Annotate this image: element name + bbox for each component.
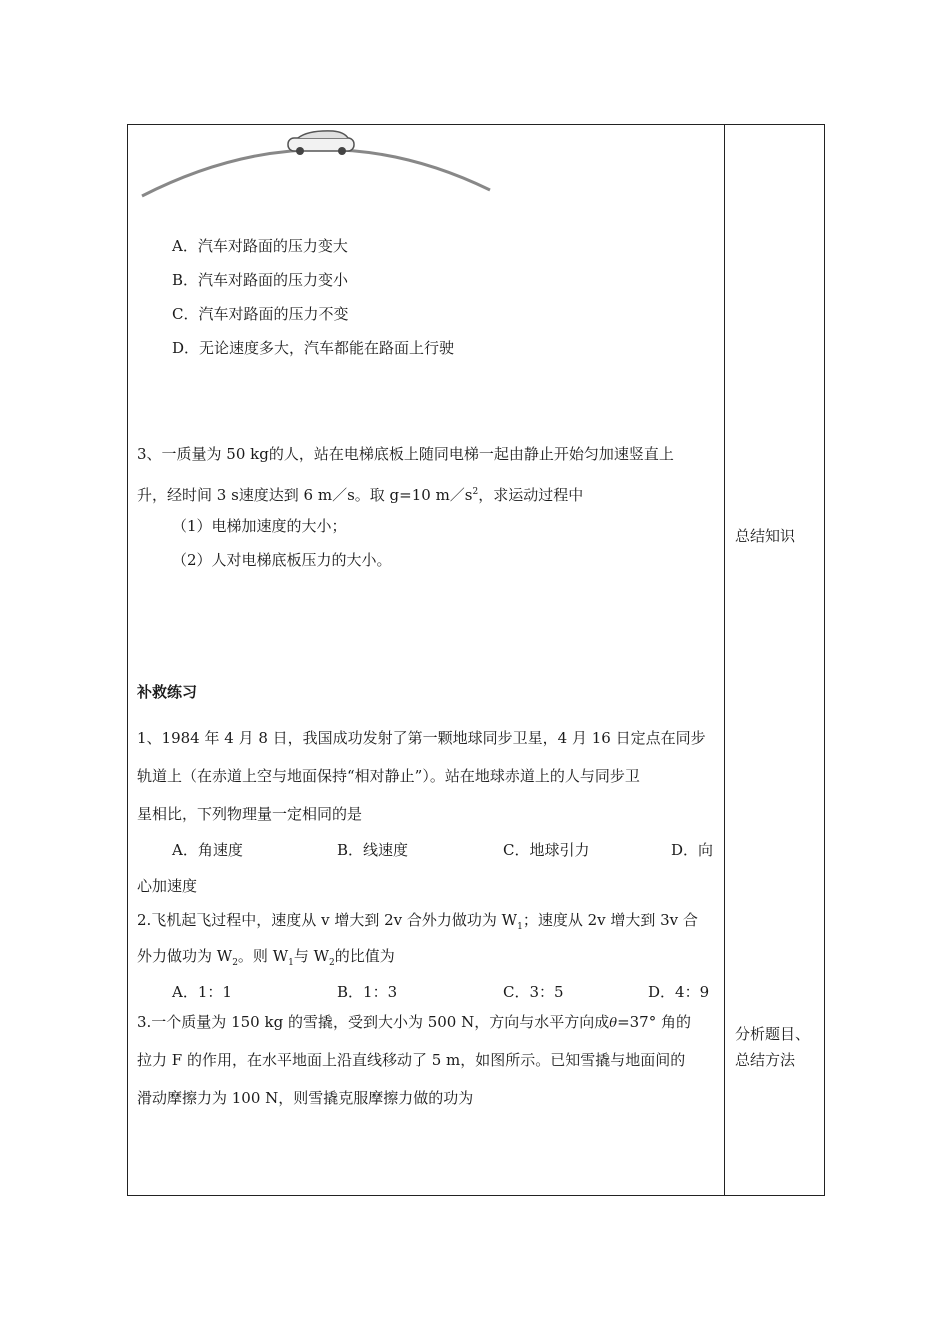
r-q2-option-b: B．1：3 xyxy=(337,983,398,1001)
r-q1-line5: 心加速度 xyxy=(137,877,198,895)
r-q3-line3: 滑动摩擦力为 100 N，则雪撬克服摩擦力做的功为 xyxy=(137,1089,474,1107)
remedial-heading: 补救练习 xyxy=(137,683,198,701)
column-divider xyxy=(724,124,725,1196)
q3-line1: 3、一质量为 50 kg的人，站在电梯底板上随同电梯一起由静止开始匀加速竖直上 xyxy=(137,445,674,463)
r-q2-option-d: D．4：9 xyxy=(648,983,710,1001)
q3-line2: 升，经时间 3 s速度达到 6 m／s。取 g=10 $m/s^2$，求运动过程中 xyxy=(137,486,584,504)
q3-sub1: （1）电梯加速度的大小； xyxy=(172,517,347,535)
option-c: C．汽车对路面的压力不变 xyxy=(172,305,349,323)
q3-sub2: （2）人对电梯底板压力的大小。 xyxy=(172,551,392,569)
r-q1-option-c: C．地球引力 xyxy=(503,841,590,859)
car-icon xyxy=(288,131,354,155)
r-q2-option-c: C．3：5 xyxy=(503,983,564,1001)
r-q2-line1: 2.飞机起飞过程中，速度从 v 增大到 2v 合外力做功为 $W_1$；速度从 2v 增大到 3v 合 xyxy=(137,911,698,932)
r-q1-line3: 星相比，下列物理量一定相同的是 xyxy=(137,805,363,823)
option-a: A．汽车对路面的压力变大 xyxy=(172,237,348,255)
r-q2-line2: 外力做功为 $W_2$。则 $W_1$与 $W_2$的比值为 xyxy=(137,947,395,968)
sidebar-note-analyze-line2: 总结方法 xyxy=(735,1051,796,1069)
r-q1-option-a: A．角速度 xyxy=(172,841,243,859)
sidebar-note-summarize-knowledge: 总结知识 xyxy=(735,527,796,545)
bridge-arc xyxy=(142,149,490,196)
r-q1-line1: 1、1984 年 4 月 8 日，我国成功发射了第一颗地球同步卫星，4 月 16 日定点在同步 xyxy=(137,729,706,747)
option-d: D．无论速度多大，汽车都能在路面上行驶 xyxy=(172,339,455,357)
car-on-bridge-figure xyxy=(138,126,498,202)
r-q3-line2: 拉力 F 的作用，在水平地面上沿直线移动了 5 m，如图所示。已知雪撬与地面间的 xyxy=(137,1051,686,1069)
r-q2-option-a: A．1：1 xyxy=(172,983,232,1001)
r-q1-option-b: B．线速度 xyxy=(337,841,409,859)
sidebar-note-analyze-line1: 分析题目、 xyxy=(735,1025,811,1043)
r-q1-line2: 轨道上（在赤道上空与地面保持“相对静止”）。站在地球赤道上的人与同步卫 xyxy=(137,767,640,785)
r-q3-line1: 3.一个质量为 150 kg 的雪撬，受到大小为 500 N，方向与水平方向成θ=37° 角的 xyxy=(137,1013,691,1031)
option-b: B．汽车对路面的压力变小 xyxy=(172,271,349,289)
r-q1-option-d: D．向 xyxy=(671,841,714,859)
